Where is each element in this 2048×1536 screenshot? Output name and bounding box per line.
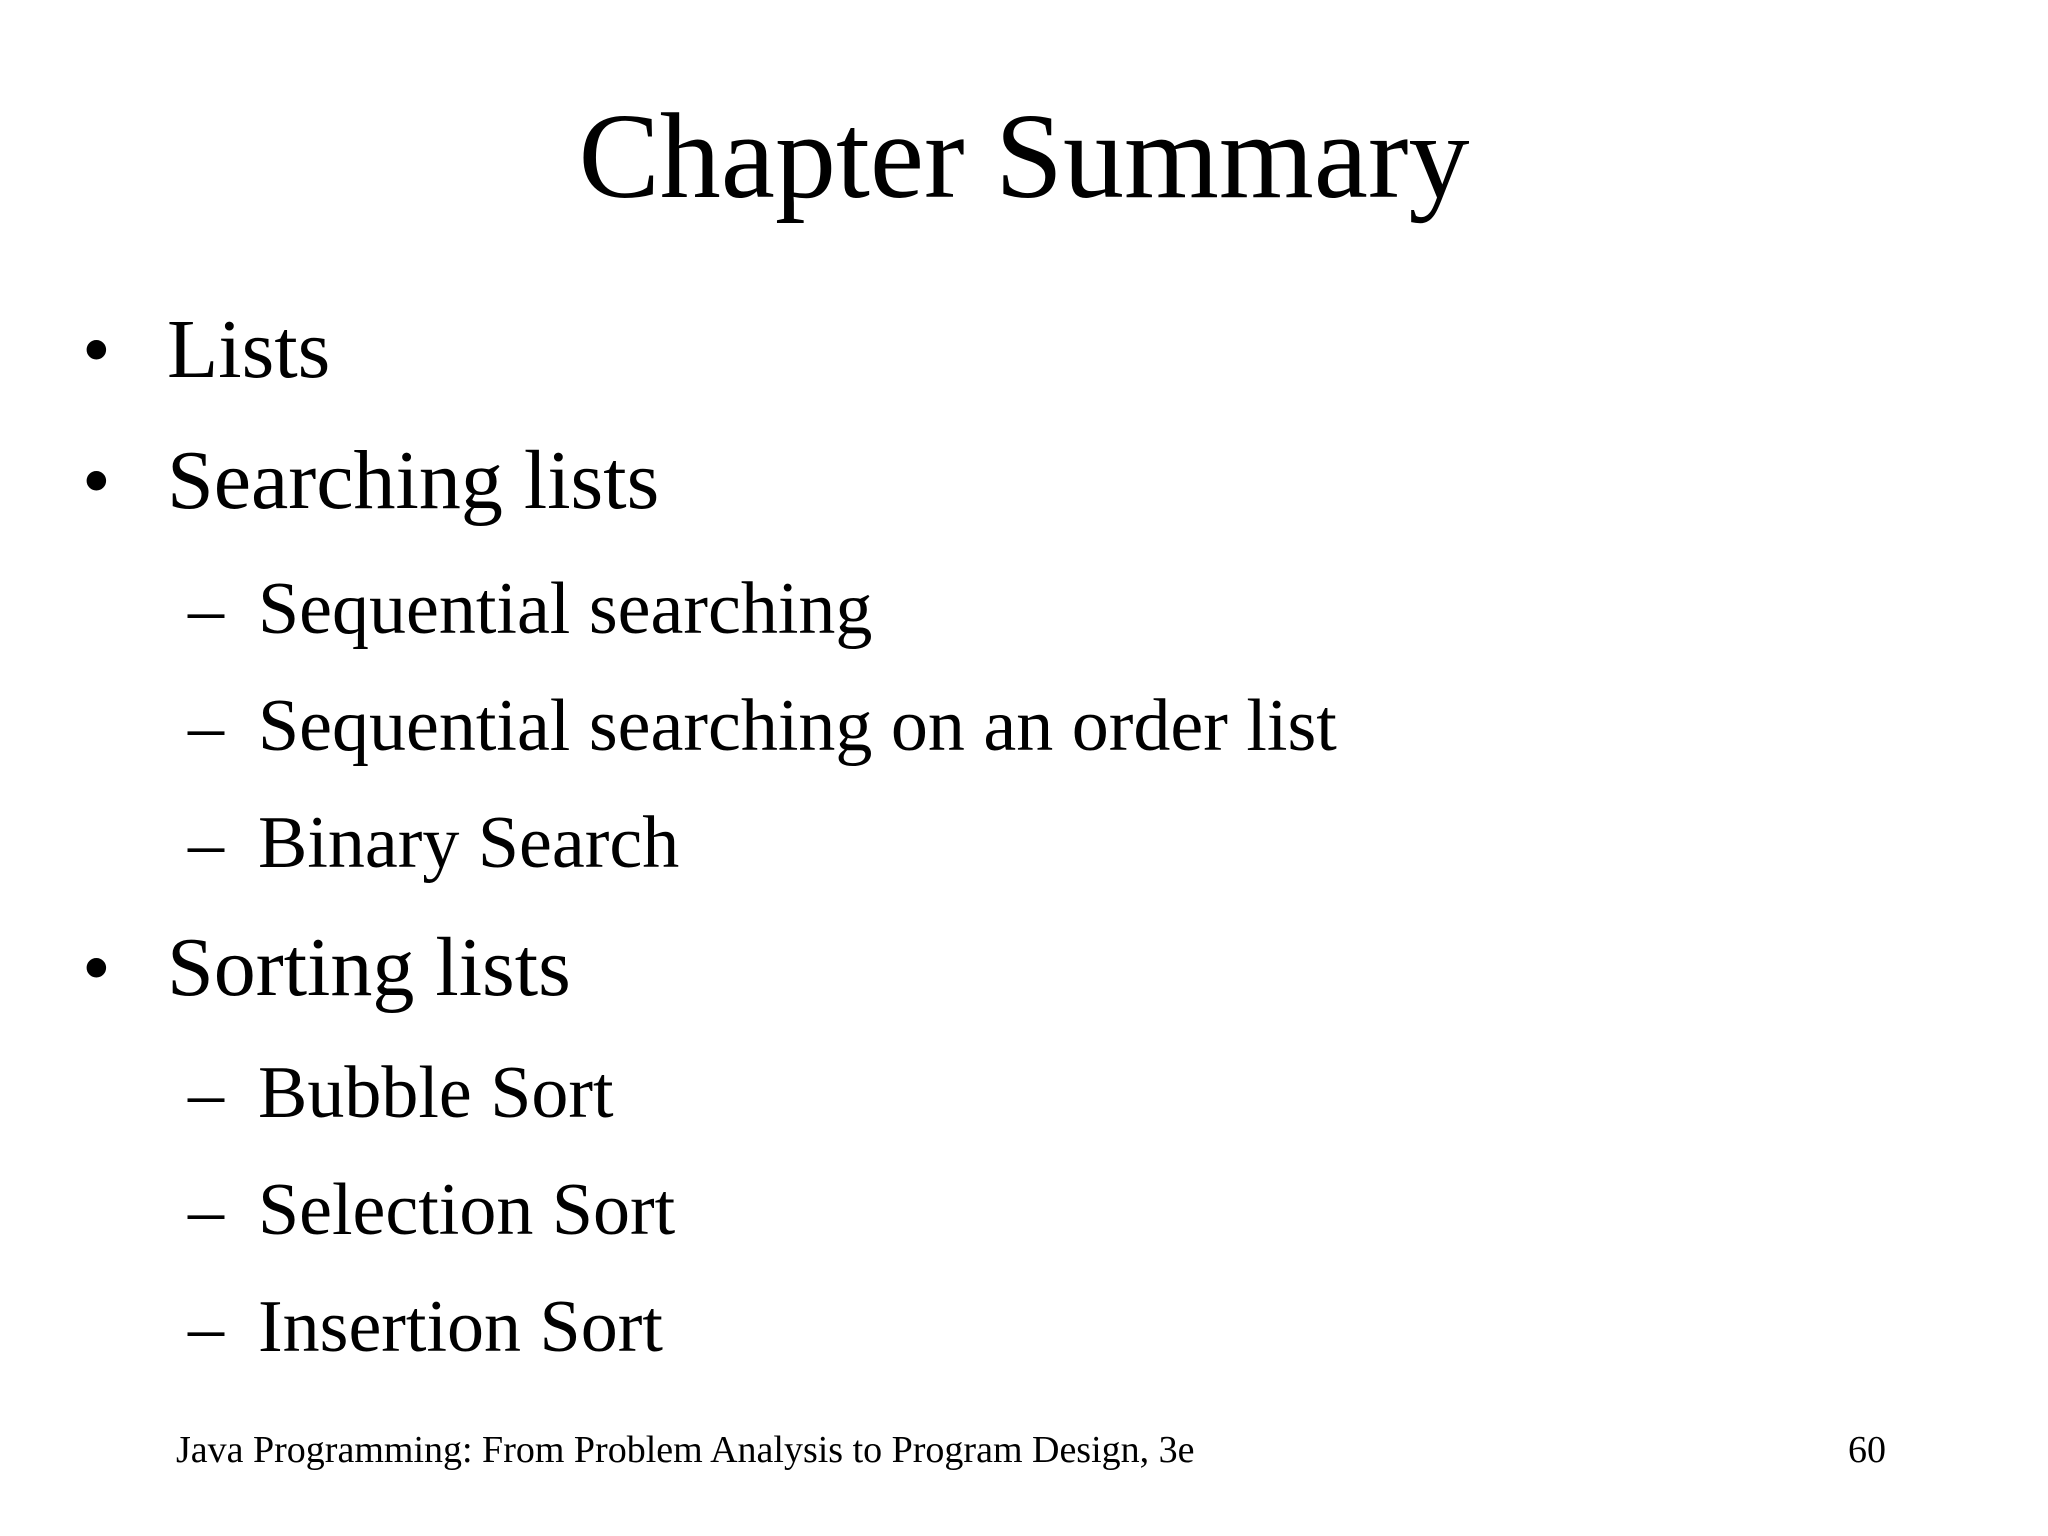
dash-icon: – <box>188 1053 224 1133</box>
dash-icon: – <box>188 1170 224 1250</box>
sub-item-text: Selection Sort <box>258 1169 676 1251</box>
page-number: 60 <box>1848 1429 1886 1471</box>
sub-item-text: Insertion Sort <box>258 1286 663 1368</box>
bullet-item-lists <box>0 295 1900 405</box>
bullet-icon: • <box>82 304 111 395</box>
footer-text: Java Programming: From Problem Analysis to Program Design, 3e <box>176 1429 1195 1471</box>
dash-icon: – <box>188 569 224 649</box>
sub-item-selection-sort <box>0 1160 1900 1260</box>
bullet-text: Searching lists <box>167 434 660 527</box>
sub-item-text: Binary Search <box>258 802 680 884</box>
sub-item-sequential-searching <box>0 559 1900 659</box>
sub-item-text: Sequential searching <box>258 568 873 650</box>
bullet-text: Sorting lists <box>167 921 571 1014</box>
bullet-icon: • <box>82 435 111 526</box>
sub-item-insertion-sort <box>0 1277 1900 1377</box>
slide-title: Chapter Summary <box>578 89 1470 224</box>
bullet-text: Lists <box>167 303 331 396</box>
dash-icon: – <box>188 803 224 883</box>
sub-item-text: Bubble Sort <box>258 1052 614 1134</box>
sub-item-sequential-searching-ordered <box>0 676 1900 776</box>
sub-item-bubble-sort <box>0 1043 1900 1143</box>
dash-icon: – <box>188 1287 224 1367</box>
bullet-item-sorting-lists <box>0 913 1900 1023</box>
sub-item-binary-search <box>0 793 1900 893</box>
dash-icon: – <box>188 686 224 766</box>
bullet-icon: • <box>82 922 111 1013</box>
sub-item-text: Sequential searching on an order list <box>258 685 1337 767</box>
bullet-item-searching-lists <box>0 426 1900 536</box>
